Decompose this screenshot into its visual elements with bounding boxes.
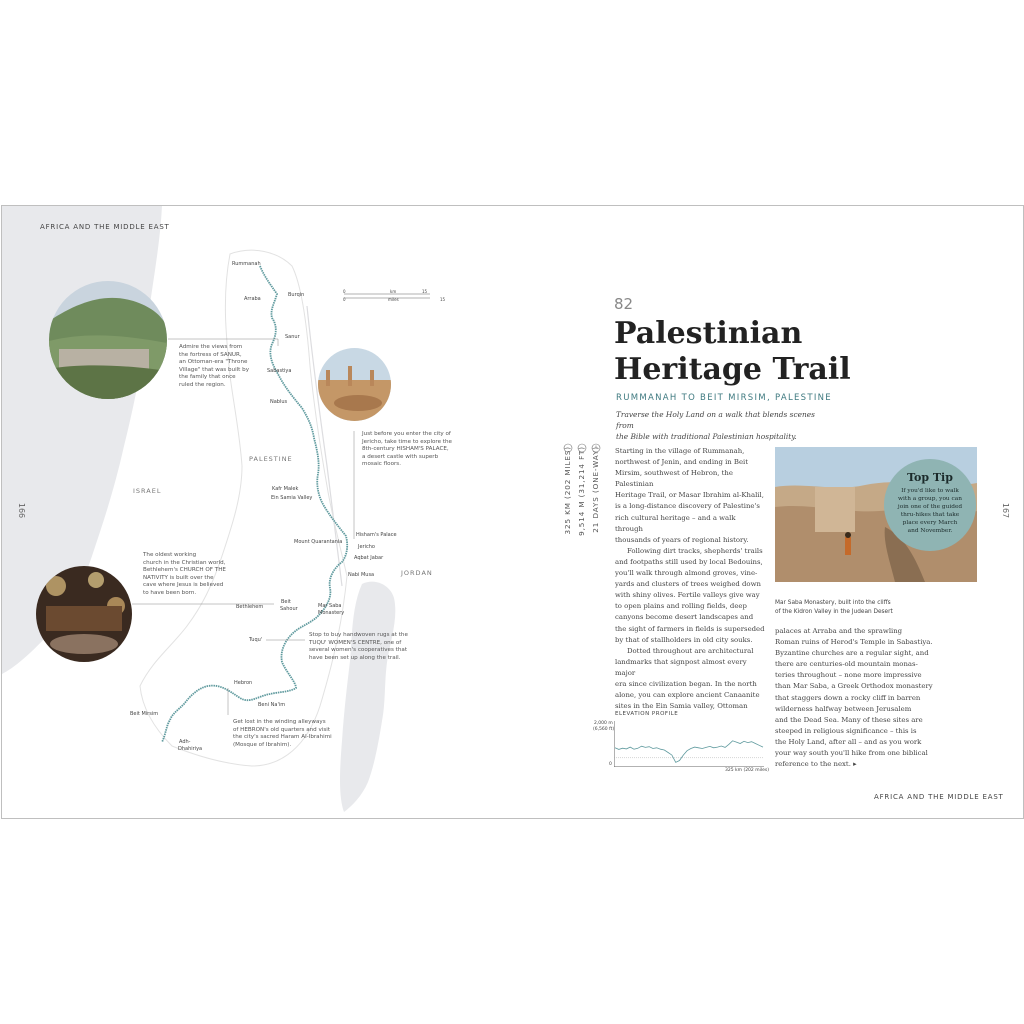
elevation-distance-label: 325 km (202 miles) — [725, 768, 769, 773]
place-kafr-malek: Kafr Malek — [272, 486, 299, 492]
place-beit-sahour: Beit — [281, 599, 291, 605]
stat-elevation: 9,514 M (31,214 FT) — [577, 446, 586, 536]
region-israel: ISRAEL — [133, 487, 162, 495]
region-jordan: JORDAN — [401, 569, 433, 577]
place-beit-mirsim: Beit Mirsim — [130, 711, 159, 717]
section-header-right: AFRICA AND THE MIDDLE EAST — [874, 793, 1004, 801]
place-adh-dhahiriya-2: Dhahiriya — [178, 746, 203, 752]
scale-km-end: 15 — [422, 289, 428, 294]
place-arraba: Arraba — [244, 296, 261, 302]
callout-hishams-palace: Just before you enter the city of Jericho, take time to explore the 8th-century HISHAM'S PALACE, a desert castle with superb mosaic floors. — [362, 431, 452, 468]
callout-tuqu-womens-centre: Stop to buy handwoven rugs at the TUQU' WOMEN'S CENTRE, one of several women's cooperatives that have been set up along the trail. — [309, 632, 408, 661]
page-number-left: 166 — [17, 502, 27, 519]
place-tuqu: Tuqu' — [249, 637, 263, 643]
section-header-left: AFRICA AND THE MIDDLE EAST — [40, 223, 170, 231]
region-palestine: PALESTINE — [249, 455, 293, 463]
place-beni-naim: Beni Na'im — [258, 702, 286, 708]
elevation-icon — [578, 444, 586, 452]
scale-km-zero: 0 — [343, 289, 346, 294]
place-jericho: Jericho — [358, 544, 375, 550]
top-tip-badge — [884, 459, 976, 551]
trail-title: Palestinian Heritage Trail — [614, 316, 851, 387]
place-mount-quarantania: Mount Quarantania — [294, 539, 343, 545]
place-sabastiya: Sabastiya — [267, 368, 292, 374]
body-column-1 — [615, 446, 765, 712]
place-nablus: Nablus — [270, 399, 288, 405]
trail-intro: Traverse the Holy Land on a walk that blends scenes from the Bible with traditional Palestinian hospitality. — [616, 410, 815, 441]
top-tip-title: Top Tip — [907, 471, 953, 484]
place-hebron: Hebron — [234, 680, 253, 686]
elevation-max-label-2: (6,560 ft) — [593, 727, 615, 732]
place-adh-dhahiriya: Adh- — [179, 739, 191, 745]
photo-sanur — [49, 281, 167, 399]
photo-hishams-palace — [318, 348, 391, 421]
paragraph-2: Following dirt tracks, shepherds' trails and footpaths still used by local Bedouins, you'll walk through almond groves, vine- yards and clusters of trees weighed down with shiny olives. Fertile valleys give way to open plains and rolling fields, deep canyons become desert landscapes and the sight of farmers in fields is superseded by that of stallholders in old city souks. — [615, 546, 765, 644]
elevation-title: ELEVATION PROFILE — [615, 711, 679, 717]
body-column-2: palaces at Arraba and the sprawling Roman ruins of Herod's Temple in Sabastiya. Byzantine churches are a regular sight, and there are centuries-old mountain monas- teries throughout – none more impressive than Mar Saba, a Greek Orthodox monastery that staggers down a rocky cliff in barren wilderness halfway between Jerusalem and the Dead Sea. Many of these sites are steeped in religious significance – this is the Holy Land, after all – and as you work your way south you'll hike from one biblical reference to the next. ▸ — [775, 627, 933, 769]
place-aqbat-jabar: Aqbat Jabar — [354, 555, 384, 561]
scale-mi-label: miles — [388, 297, 399, 302]
trail-number: 82 — [614, 295, 634, 313]
place-mar-saba: Mar Saba — [318, 603, 342, 609]
place-beit-sahour-2: Sahour — [280, 606, 298, 612]
place-burqin: Burqin — [288, 292, 305, 298]
place-rummanah: Rummanah — [232, 261, 261, 267]
scale-mi-end: 15 — [440, 297, 446, 302]
place-bethlehem: Bethlehem — [236, 604, 264, 610]
paragraph-3: Dotted throughout are architectural landmarks that signpost almost every major era since civilization began. In the north alone, you can explore ancient Canaanite sites in the Ein Samia valley, Ottoman — [615, 646, 760, 711]
paragraph-1: Starting in the village of Rummanah, northwest of Jenin, and ending in Beit Mirsim, southwest of Hebron, the Palestinian Heritage Trail, or Masar Ibrahim al-Khalil, is a long-distance discovery of Palestine's rich cultural heritage – and a walk through thousands of years of regional history. — [615, 447, 764, 544]
stat-icons — [562, 442, 602, 454]
place-sanur: Sanur — [285, 334, 300, 340]
place-hishams-palace: Hisham's Palace — [356, 532, 397, 538]
photo-caption: Mar Saba Monastery, built into the cliffs of the Kidron Valley in the Judean Desert — [775, 600, 893, 615]
page-number-right: 167 — [1001, 502, 1011, 519]
elevation-line — [615, 741, 763, 763]
distance-icon — [564, 444, 572, 452]
callout-hebron: Get lost in the winding alleyways of HEBRON's old quarters and visit the city's sacred Haram Al-Ibrahimi (Mosque of Ibrahim). — [233, 719, 332, 748]
trail-subtitle: RUMMANAH TO BEIT MIRSIM, PALESTINE — [616, 393, 832, 403]
callout-church-of-nativity: The oldest working church in the Christian world, Bethlehem's CHURCH OF THE NATIVITY is built over the cave where Jesus is believed to have been born. — [143, 552, 226, 596]
callout-sanur: Admire the views from the fortress of SANUR, an Ottoman-era "Throne Village" that was built by the family that once ruled the region. — [179, 344, 250, 388]
elevation-zero-label: 0 — [609, 762, 612, 767]
photo-church-of-nativity — [36, 566, 132, 662]
place-mar-saba-2: Monastery — [318, 610, 345, 616]
scale-km-label: km — [390, 289, 397, 294]
elevation-chart — [614, 719, 764, 769]
place-ein-samia: Ein Samia Valley — [271, 495, 313, 501]
top-tip-text: If you'd like to walk with a group, you can join one of the guided thru-hikes that take place every March and November. — [897, 488, 963, 534]
place-nabi-musa: Nabi Musa — [348, 572, 375, 578]
elevation-max-label: 2,000 m — [594, 721, 613, 726]
stat-duration: 21 DAYS (ONE-WAY) — [591, 446, 600, 533]
book-spread — [1, 205, 1024, 819]
scale-mi-zero: 0 — [343, 297, 346, 302]
stat-distance: 325 KM (202 MILES) — [563, 446, 572, 535]
